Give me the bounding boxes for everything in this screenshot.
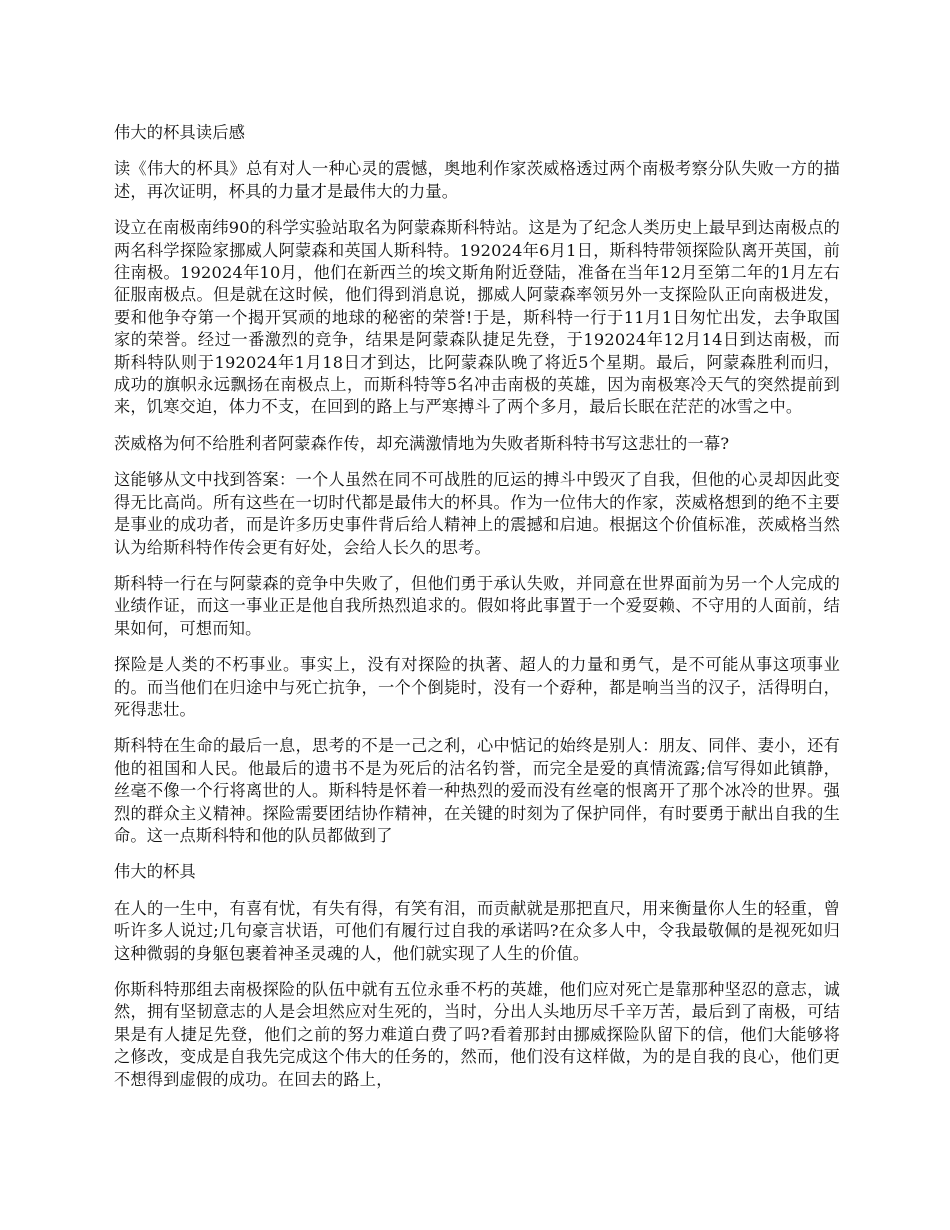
- paragraph-intro: 读《伟大的杯具》总有对人一种心灵的震憾，奥地利作家茨威格透过两个南极考察分队失败一方的描述，再次证明，杯具的力量才是最伟大的力量。: [114, 159, 840, 201]
- paragraph-history: 设立在南极南纬90的科学实验站取名为阿蒙森斯科特站。这是为了纪念人类历史上最早到达南极点的两名科学探险家挪威人阿蒙森和英国人斯科特。192024年6月1日，斯科特带领探险队离开英国，前往南极。192024年10月，他们在新西兰的埃文斯角附近登陆，准备在当年12月至第二年的1月左右征服南极点。但是就在这时候，他们得到消息说，挪威人阿蒙森率领另外一支探险队正向南极进发，要和他争夺第一个揭开冥顽的地球的秘密的荣誉!于是，斯科特一行于11月1日匆忙出发，去争取国家的荣誉。经过一番激烈的竞争，结果是阿蒙森队捷足先登，于192024年12月14日到达南极，而斯科特队则于192024年1月18日才到达，比阿蒙森队晚了将近5个星期。最后，阿蒙森胜利而归，成功的旗帜永远飘扬在南极点上，而斯科特等5名冲击南极的英雄，因为南极寒冷天气的突然提前到来，饥寒交迫，体力不支，在回到的路上与严寒搏斗了两个多月，最后长眠在茫茫的冰雪之中。: [114, 218, 840, 417]
- document-title: 伟大的杯具读后感: [114, 123, 246, 142]
- paragraph-last-breath: 斯科特在生命的最后一息，思考的不是一己之利，心中惦记的始终是别人：朋友、同伴、妻小，还有他的祖国和人民。他最后的遗书不是为死后的沽名钓誉，而完全是爱的真情流露;信写得如此镇静，丝毫不像一个行将离世的人。斯科特是怀着一种热烈的爱而没有丝毫的恨离开了那个冰冷的世界。强烈的群众主义精神。探险需要团结协作精神，在关键的时刻为了保护同伴，有时要勇于献出自我的生命。这一点斯科特和他的队员都做到了: [114, 736, 840, 845]
- paragraph-heroes: 你斯科特那组去南极探险的队伍中就有五位永垂不朽的英雄，他们应对死亡是靠那种坚忍的意志，诚然，拥有坚韧意志的人是会坦然应对生死的，当时，分出人头地历尽千辛万苦，最后到了南极，可结果是有人捷足先登，他们之前的努力难道白费了吗?看着那封由挪威探险队留下的信，他们大能够将之修改，变成是自我先完成这个伟大的任务的，然而，他们没有这样做，为的是自我的良心，他们更不想得到虚假的成功。在回去的路上，: [114, 980, 840, 1089]
- paragraph-question: 茨威格为何不给胜利者阿蒙森作传，却充满激情地为失败者斯科特书写这悲壮的一幕?: [114, 433, 730, 453]
- section-heading: 伟大的杯具: [114, 862, 196, 882]
- document-body: [114, 122, 840, 1105]
- paragraph-exploration: 探险是人类的不朽事业。事实上，没有对探险的执著、超人的力量和勇气，是不可能从事这项事业的。而当他们在归途中与死亡抗争，一个个倒毙时，没有一个孬种，都是响当当的汉子，活得明白，死得悲壮。: [114, 655, 840, 719]
- paragraph-answer: 这能够从文中找到答案：一个人虽然在同不可战胜的厄运的搏斗中毁灭了自我，但他的心灵却因此变得无比高尚。所有这些在一切时代都是最伟大的杯具。作为一位伟大的作家，茨威格想到的绝不主要是事业的成功者，而是许多历史事件背后给人精神上的震撼和启迪。根据这个价值标准，茨威格当然认为给斯科特作传会更有好处，会给人长久的思考。: [114, 470, 840, 557]
- paragraph-life: 在人的一生中，有喜有忧，有失有得，有笑有泪，而贡献就是那把直尺，用来衡量你人生的轻重，曾听许多人说过;几句豪言状语，可他们有履行过自我的承诺吗?在众多人中，令我最敬佩的是视死如归这种微弱的身躯包裹着神圣灵魂的人，他们就实现了人生的价值。: [114, 898, 840, 963]
- paragraph-failure: 斯科特一行在与阿蒙森的竞争中失败了，但他们勇于承认失败，并同意在世界面前为另一个人完成的业绩作证，而这一事业正是他自我所热烈追求的。假如将此事置于一个爱耍赖、不守用的人面前，结果如何，可想而知。: [114, 573, 840, 638]
